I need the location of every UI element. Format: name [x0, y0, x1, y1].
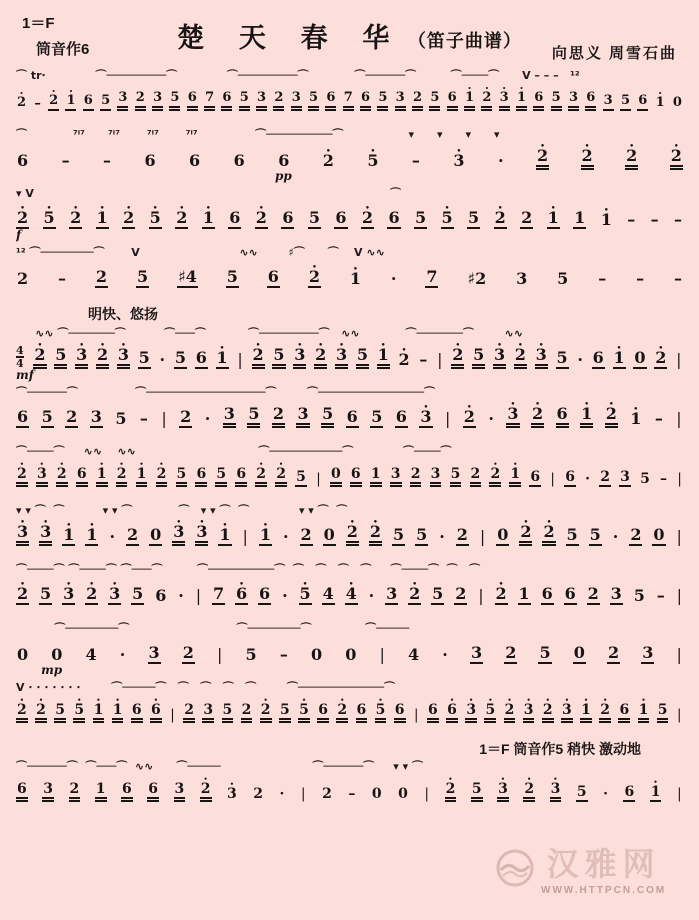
watermark-logo-icon	[495, 848, 535, 888]
fingering-note: 筒音作6	[36, 41, 90, 58]
ornament-row: ⌒────⌒ ∿∿ ∿∿ ⌒───────────⌒ ⌒────⌒	[16, 445, 452, 458]
watermark-site: 汉雅网	[546, 846, 661, 882]
notes-row: • 2 • 2 5 • 5 • 1 • 1 6 • 6 | 2 3 5 2 • 2 5 • 5 6 • 2 6 • 5 6 | 6 • 6 • 3 • 5 • 2 • 3 • 2 • 3 • 1 • 2 6 • 1 5 |	[16, 695, 683, 723]
notes-row: • 2 – • 2 • 1 6 5 3 2 3 5 6 7 6 5 3 2 3 5 6 7 6 5 3 2 5 6 • 1 • 2 • 3 • 1 6 5 3 6 3 5 6 • 1 0	[16, 83, 683, 111]
dynamics-row	[16, 487, 683, 501]
dynamics-row	[16, 802, 683, 816]
tempo-annotation: 明快、悠扬	[88, 306, 158, 322]
dynamics-row: mp	[16, 664, 63, 677]
ornament-row: ▾ V ⌒	[16, 187, 402, 200]
notes-row: 4 4 • 2 5 • 3 • 2 • 3 5 · 5 6 • 1 | • 2 5 • 3 • 2 • 3 5 • 1 • 2 – | • 2 5 • 3 • 2 • 3 5 · 6 • 1 0 • 2 |	[16, 341, 683, 369]
section-key-annotation: 1＝F 筒音作5 稍快 激动地	[479, 741, 641, 757]
notes-row: • 2 • 5 • 2 • 1 • 2 • 5 • 2 • 1 6 • 2 6 5 6 • 2 6 5 • 5 5 • 2 2 • 1 1 • 1 – – –	[16, 201, 683, 229]
music-line-8	[16, 503, 683, 560]
page-title: 楚 天 春 华	[177, 23, 404, 53]
watermark	[495, 839, 685, 896]
music-line-2	[16, 127, 683, 184]
ornament-row: ▾ ▾ ⌒ ⌒ ▾ ▾ ⌒ ⌒ ▾ ▾ ⌒ ⌒ ▾ ▾ ⌒ ⌒	[16, 504, 348, 517]
music-line-11	[16, 680, 683, 737]
music-line-6	[16, 385, 683, 442]
composer-credit: 向思义 周雪石曲	[551, 45, 677, 62]
ornament-row: ⌒────────⌒ ⌒────────⌒ ⌒─────	[16, 622, 410, 635]
ornament-row: ⌒ tr∙ ⌒─────────⌒ ⌒─────────⌒ ⌒──────⌒ ⌒────⌒ V – – – ¹²	[16, 69, 580, 82]
ornament-row: ⌒ ⁷ⁱ⁷ ⁷ⁱ⁷ ⁷ⁱ⁷ ⁷ⁱ⁷ ⌒──────────⌒ ▾ ▾ ▾ ▾	[16, 128, 500, 141]
notes-row: 6 5 2 3 5 – | 2 · 3 5 2 3 5 6 5 6 • 3 | • 2 · • 3 • 2 6 • 1 • 2 • 1 – |	[16, 400, 683, 428]
ornament-row: ⌒────⌒ ⌒────⌒ ⌒───⌒ ⌒──────────⌒ ⌒ ⌒ ⌒ ⌒ ⌒────⌒ ⌒ ⌒	[16, 563, 481, 576]
notes-row: • 2 5 • 3 • 2 • 3 5 6 · | 7 • 6 6 · • 5 4 • 4 · 3 • 2 5 2 | • 2 1 6 6 2 3 5 – |	[16, 577, 683, 605]
music-line-9	[16, 562, 683, 619]
watermark-url: WWW.HTTPCN.COM	[541, 885, 667, 896]
notes-row: • 2 • 3 • 2 6 • 1 • 2 • 1 • 2 5 6 5 6 • 2 • 2 5 | 0 6 1 3 2 3 5 2 • 2 • 1 6 | 6 · 2 3 5 – |	[16, 459, 683, 487]
dynamics-row	[16, 723, 683, 737]
notes-row: 6 – – 6 6 6 6 • 2 • 5 – • 3 · • 2 • 2 • 2 • 2	[16, 142, 683, 170]
dynamics-row	[16, 546, 683, 560]
music-line-4	[16, 245, 683, 302]
dynamics-row	[16, 605, 683, 619]
dynamics-row	[16, 111, 683, 125]
dynamics-row: pp	[16, 170, 292, 183]
ornament-row: ¹² ⌒────────⌒ V ∿∿ ♯⌒ ⌒ V ∿∿	[16, 246, 385, 259]
ornament-row: V ∙ ∙ ∙ ∙ ∙ ∙ ∙ ⌒─────⌒ ⌒ ⌒ ⌒ ⌒ ⌒─────────────⌒	[16, 681, 396, 694]
key-signature: 1＝F	[22, 15, 55, 32]
score-header	[14, 10, 685, 68]
dynamics-row: f	[16, 229, 22, 242]
notes-row: 2 – 2 5 ♯4 5 6 • 2 • 1 · 7 ♯2 3 5 – – –	[16, 260, 683, 288]
subtitle: （笛子曲谱）	[407, 31, 522, 51]
dynamics-row: mf	[16, 369, 34, 382]
music-line-1	[16, 68, 683, 125]
dynamics-row	[16, 428, 683, 442]
ornament-row: ∿∿ ⌒───────⌒ ⌒───⌒ ⌒─────────⌒ ∿∿ ⌒───────⌒ ∿∿	[16, 327, 523, 340]
music-line-7	[16, 444, 683, 501]
music-line-3	[16, 186, 683, 243]
notes-row: • 3 • 3 • 1 • 1 · 2 0 • 3 • 3 • 1 | • 1 · 2 0 • 2 • 2 5 5 · 2 | 0 • 2 • 2 5 5 · 2 0 |	[16, 518, 683, 546]
ornament-row: ⌒──────⌒ ⌒──────────────────⌒ ⌒────────────────⌒	[16, 386, 435, 399]
ornament-row: ⌒──────⌒ ⌒───⌒ ∿∿ ⌒───── ⌒──────⌒ ▾ ▾ ⌒	[16, 760, 423, 773]
notes-row: 6 3 2 1 6 6 3 • 2 • 3 2 · | 2 – 0 0 | • 2 5 • 3 • 2 • 3 5 · 6 • 1 |	[16, 774, 683, 802]
dynamics-row	[16, 288, 683, 302]
watermark-text	[541, 839, 666, 896]
music-line-5	[16, 326, 683, 383]
music-line-12	[16, 759, 683, 816]
notes-row: 0 0 4 · 3 2 | 5 – 0 0 | 4 · 3 2 5 0 2 3 |	[17, 642, 682, 664]
music-line-10	[16, 621, 683, 678]
